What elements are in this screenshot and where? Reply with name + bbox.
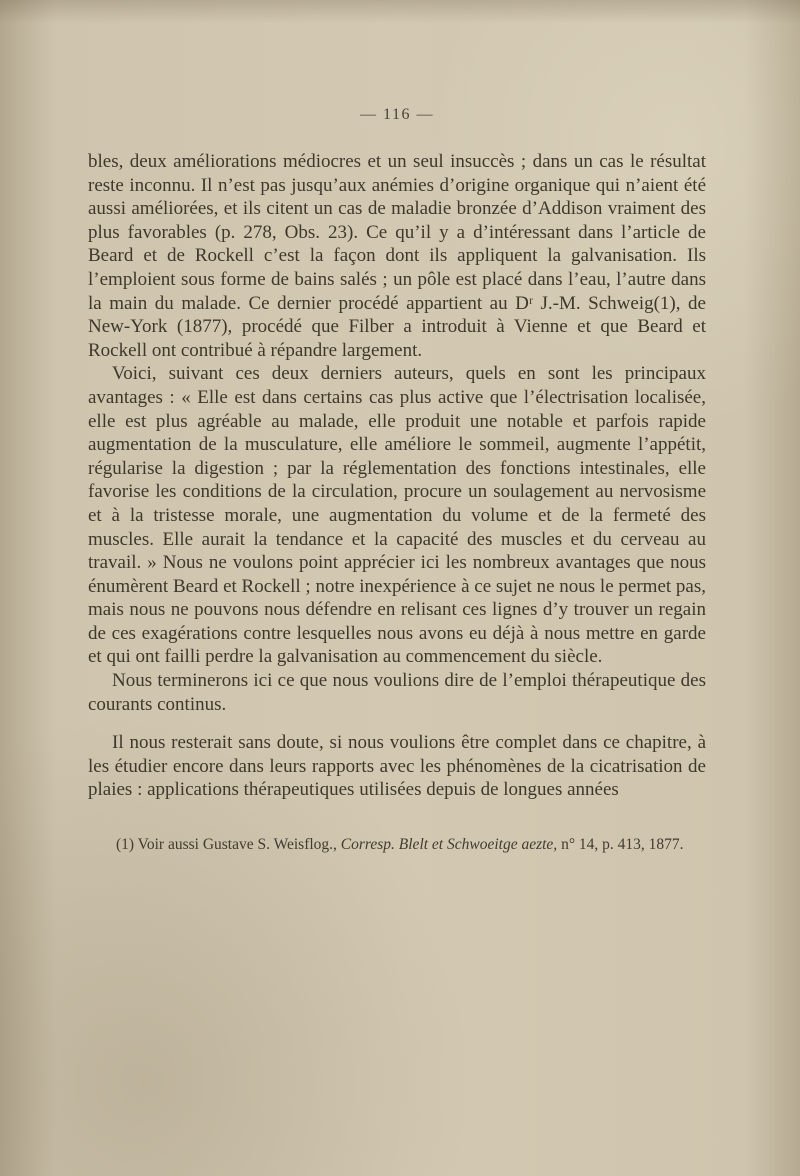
text-block: [88, 150, 706, 802]
page-number: — 116 —: [360, 106, 434, 123]
footnote: [88, 834, 706, 856]
footnote-text-suffix: n° 14, p. 413, 1877.: [557, 836, 684, 854]
paragraph-continuation: bles, deux améliorations médiocres et un seul insuccès ; dans un cas le résultat reste inconnu. Il n’est pas jusqu’aux anémies d’origine organique qui n’aient été aussi améliorées, et ils citent un cas de maladie bronzée d’Addison vraiment des plus favorables (p. 278, Obs. 23). Ce qu’il y a d’intéressant dans l’article de Beard et de Rockell c’est la façon dont ils appliquent la galvanisation. Ils l’emploient sous forme de bains salés ; un pôle est placé dans l’eau, l’autre dans la main du malade. Ce dernier procédé appartient au Dʳ J.-M. Schweig(1), de New-York (1877), procédé que Filber a introduit à Vienne et que Beard et Rockell ont contribué à répandre largement.: [88, 151, 706, 361]
paragraph-advantages: Voici, suivant ces deux derniers auteurs, quels en sont les principaux avantages : « Elle est dans certains cas plus active que l’électrisation localisée, elle est plus agréable au malade, elle produit une notable et parfois rapide augmentation de la musculature, elle améliore le sommeil, augmente l’appétit, régularise la digestion ; par la réglementation des fonctions intestinales, elle favorise les conditions de la circulation, procure un soulagement au nervosisme et à la tristesse morale, une augmentation du volume et de la fermeté des muscles. Elle aurait la tendance et la capacité des muscles et du cerveau au travail. » Nous ne voulons point apprécier ici les nombreux avantages que nous énumèrent Beard et Rockell ; notre inexpérience à ce sujet ne nous le permet pas, mais nous ne pouvons nous défendre en relisant ces lignes d’y trouver un regain de ces exagérations contre lesquelles nous avons eu déjà à nous mettre en garde et qui ont failli perdre la galvanisation au commencement du siècle.: [88, 363, 706, 668]
footnote-reference-title: Corresp. Blelt et Schwoeitge aezte,: [340, 836, 558, 854]
footnote-text-prefix: (1) Voir aussi Gustave S. Weisflog.,: [116, 836, 341, 854]
paragraph-closing: Il nous resterait sans doute, si nous voulions être complet dans ce chapitre, à les étudier encore dans leurs rapports avec les phénomènes de la cicatrisation de plaies : applications thérapeutiques utilisées depuis de longues années: [88, 732, 706, 801]
paragraph-conclusion: Nous terminerons ici ce que nous voulions dire de l’emploi thérapeutique des courants continus.: [88, 670, 706, 715]
